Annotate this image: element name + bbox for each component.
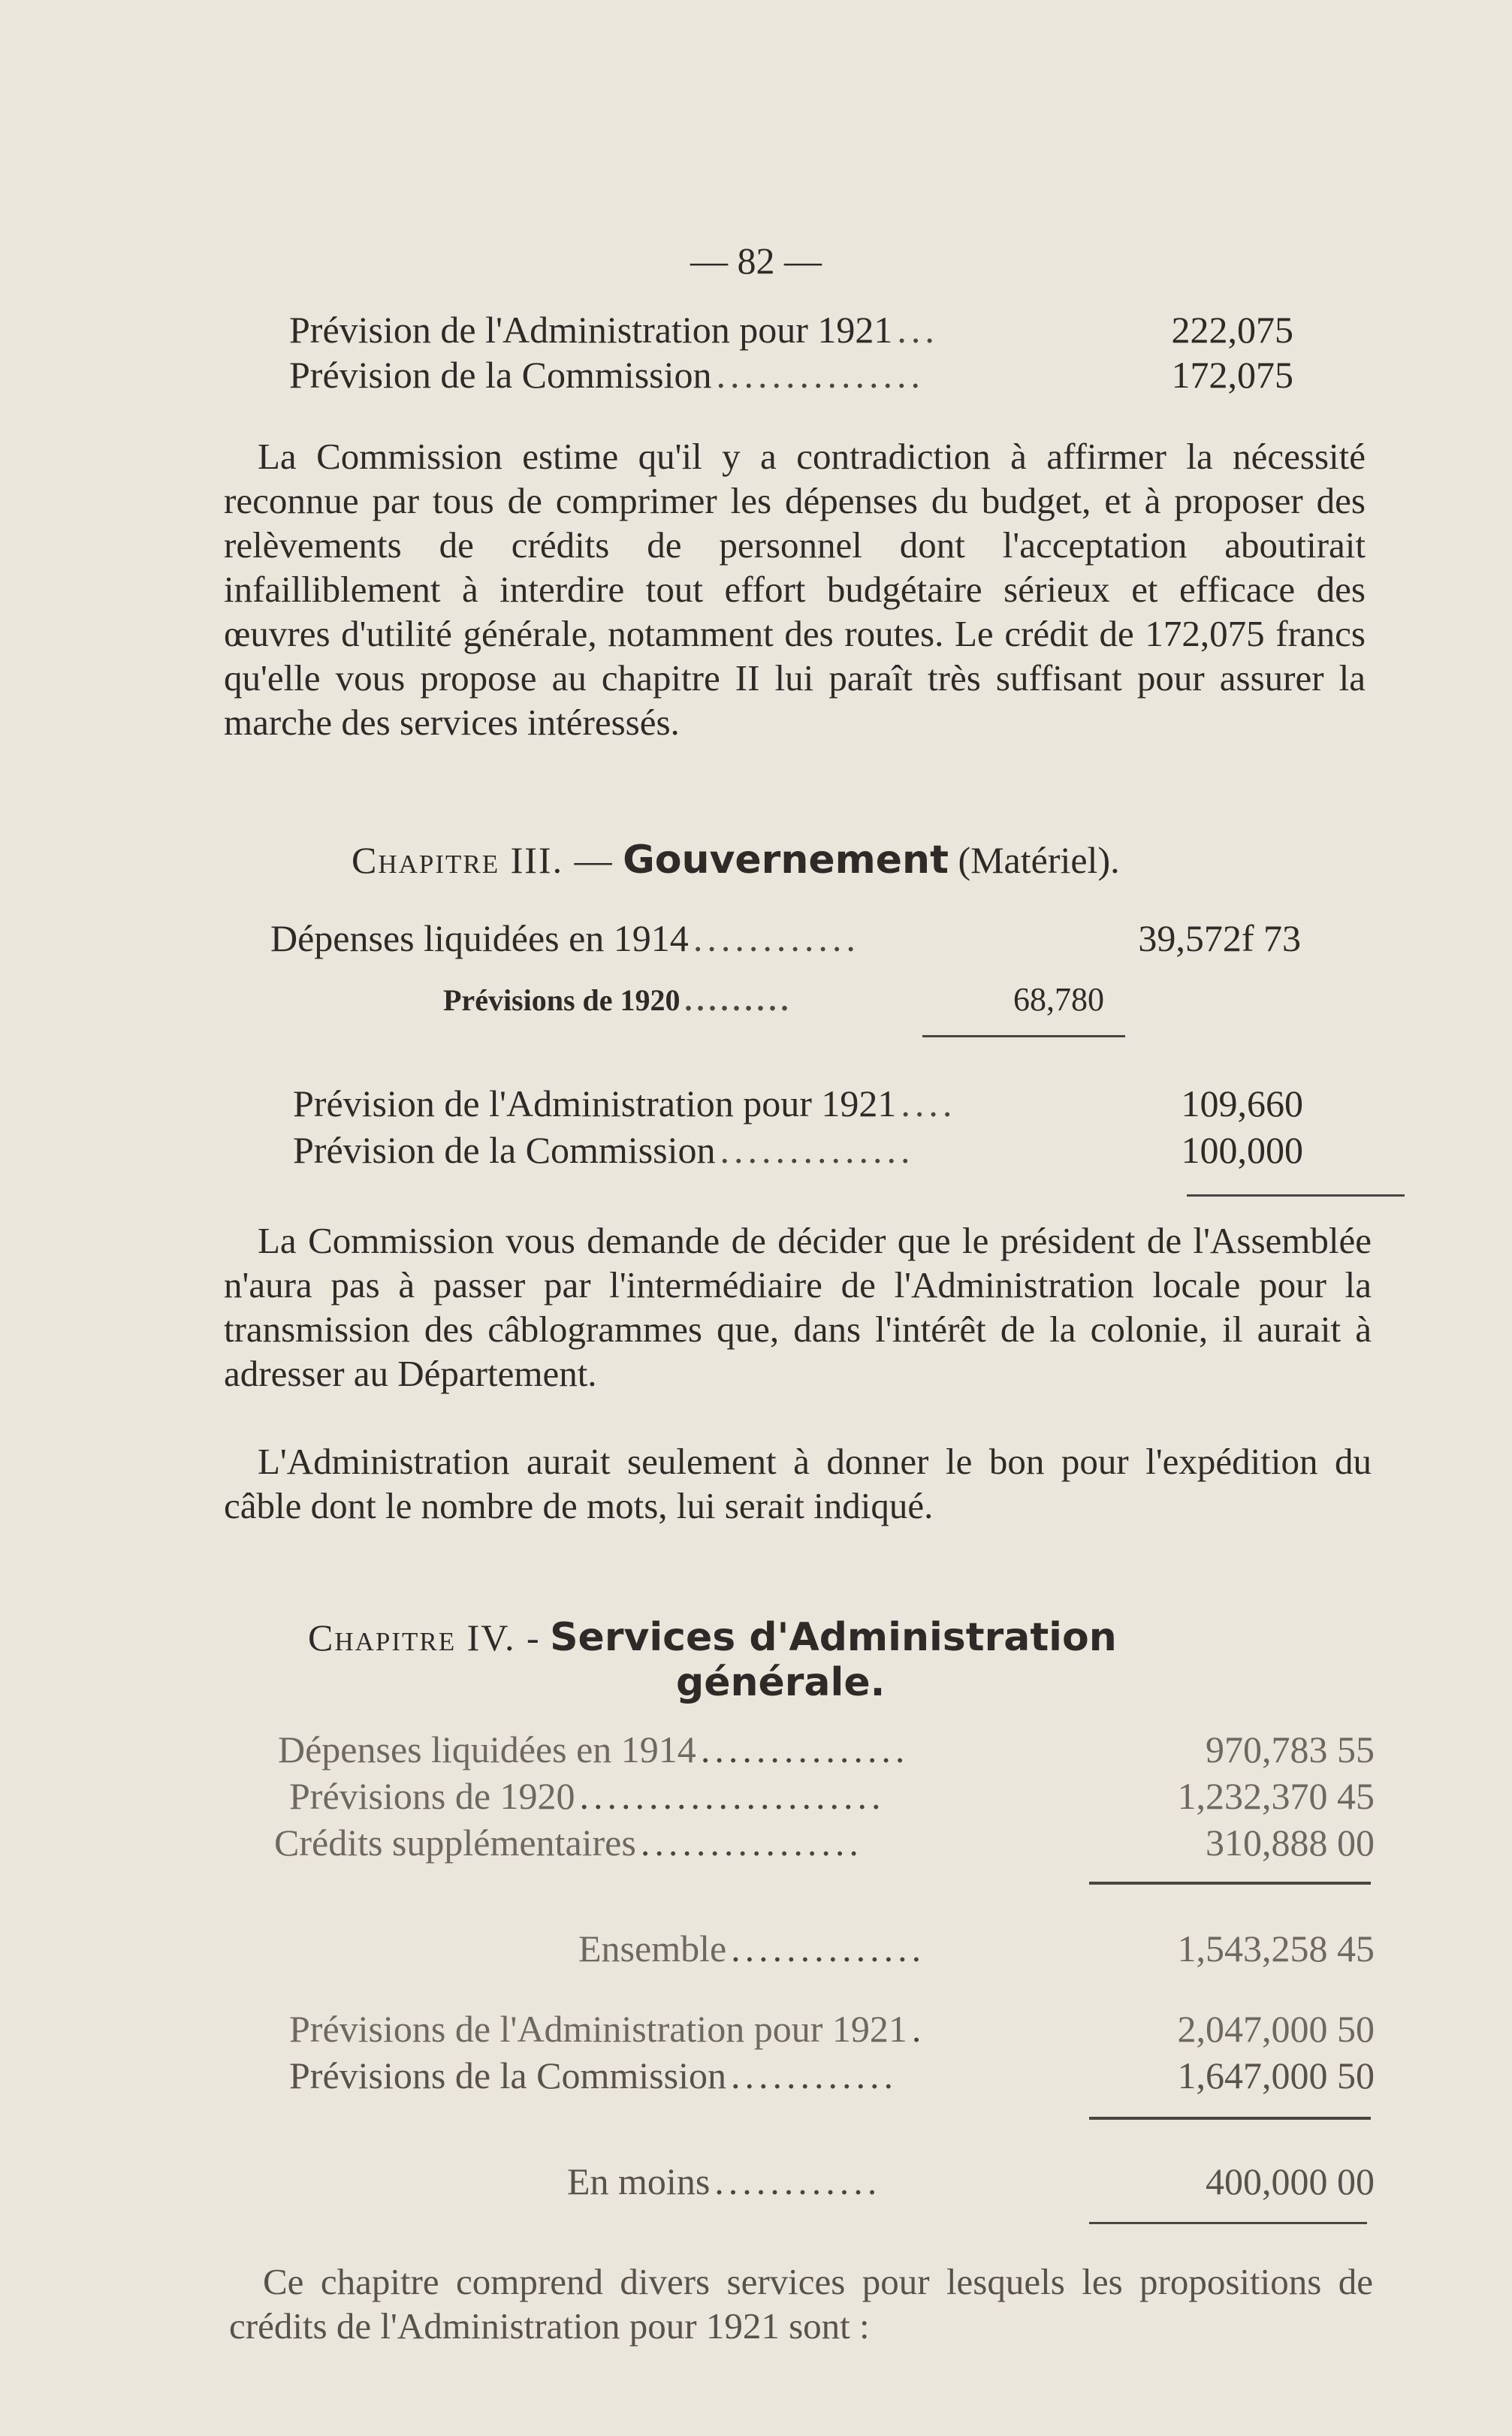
- row-label: Prévisions de 1920: [443, 983, 681, 1017]
- row-label: Prévision de la Commission: [289, 354, 712, 396]
- separator-rule: [1089, 2117, 1371, 2120]
- ch3-admin-forecast-row: [293, 1082, 1303, 1125]
- chapter-4-prefix: Chapitre IV. -: [308, 1616, 541, 1659]
- ch4-total-row: [578, 1927, 1375, 1970]
- row-leader: ..............: [720, 1129, 915, 1171]
- row-label: Ensemble: [578, 1927, 727, 1970]
- row-label: Prévisions de l'Administration pour 1921: [289, 2008, 907, 2050]
- ch3-expenses-1914-row: [270, 916, 1301, 960]
- paragraph-text: L'Administration aurait seulement à donner le bon pour l'expédition du câble dont le nombre de mots, lui serait indiqué.: [224, 1441, 1372, 1526]
- row-leader: ............: [714, 2160, 882, 2202]
- paragraph-text: Ce chapitre comprend divers services pour lesquels les propositions de crédits de l'Administration pour 1921 sont :: [229, 2261, 1373, 2347]
- row-label: Prévision de l'Administration pour 1921: [293, 1082, 897, 1124]
- chapter-3-heading: [352, 838, 1120, 883]
- row-label: Dépenses liquidées en 1914: [278, 1728, 696, 1770]
- row-value: 400,000 00: [1206, 2160, 1375, 2202]
- row-value: 1,647,000 50: [1177, 2054, 1375, 2096]
- row-label: En moins: [567, 2160, 711, 2202]
- row-value: 109,660: [1181, 1082, 1303, 1124]
- row-leader: ..............: [731, 1927, 926, 1970]
- row-label: Dépenses liquidées en 1914: [270, 917, 689, 959]
- ch4-difference-row: [567, 2160, 1375, 2203]
- chapter-3-title: Gouvernement: [623, 838, 949, 883]
- row-label: Crédits supplémentaires: [274, 1822, 636, 1864]
- row-leader: ......................: [579, 1775, 886, 1817]
- row-value: 1,232,370 45: [1177, 1775, 1375, 1817]
- prev-commission-forecast-row: [289, 353, 1293, 397]
- row-value: 2,047,000 50: [1177, 2008, 1375, 2050]
- separator-rule: [922, 1035, 1125, 1037]
- row-leader: ...............: [700, 1728, 910, 1770]
- chapter-3-suffix: (Matériel).: [958, 839, 1120, 881]
- row-value: 172,075: [1171, 354, 1293, 396]
- ch3-forecast-1920-row: [443, 980, 1104, 1019]
- row-value: 39,572f 73: [1138, 917, 1301, 959]
- chapter-4-title: Services d'Administration: [550, 1615, 1117, 1660]
- row-value: 100,000: [1181, 1129, 1303, 1171]
- row-label: Prévisions de 1920: [289, 1775, 575, 1817]
- row-leader: .: [911, 2008, 926, 2050]
- row-leader: ............: [693, 917, 860, 959]
- row-leader: .........: [684, 983, 793, 1017]
- row-leader: ................: [640, 1822, 863, 1864]
- row-label: Prévision de l'Administration pour 1921: [289, 309, 893, 351]
- row-label: Prévisions de la Commission: [289, 2054, 726, 2096]
- ch3-paragraph-2: [224, 1439, 1372, 1528]
- ch4-commission-forecast-row: [289, 2054, 1375, 2097]
- ch4-supplementary-credits-row: [274, 1821, 1375, 1864]
- row-value: 970,783 55: [1206, 1728, 1375, 1770]
- paragraph-text: La Commission estime qu'il y a contradiction à affirmer la nécessité reconnue par tous de comprimer les dépenses du budget, et à proposer des relèvements de crédits de personnel dont l'acceptation aboutirait infailliblement à interdire tout effort budgétaire sérieux et efficace des œuvres d'utilité générale, notamment des routes. Le crédit de 172,075 francs qu'elle vous propose au chapitre II lui paraît très suffisant pour assurer la marche des services intéressés.: [224, 436, 1366, 743]
- ch3-paragraph-1: [224, 1218, 1372, 1396]
- page-number: — 82 —: [690, 240, 822, 282]
- row-leader: ...............: [716, 354, 925, 396]
- row-value: 222,075: [1171, 309, 1293, 351]
- chapter-3-prefix: Chapitre III. —: [352, 839, 614, 881]
- ch4-forecast-1920-row: [289, 1774, 1375, 1818]
- row-leader: ....: [901, 1082, 957, 1124]
- separator-rule: [1089, 2222, 1367, 2224]
- separator-rule: [1187, 1194, 1405, 1197]
- separator-rule: [1089, 1882, 1371, 1885]
- row-leader: ...: [897, 309, 939, 351]
- ch3-commission-forecast-row: [293, 1128, 1303, 1172]
- paragraph-text: La Commission vous demande de décider que le président de l'Assemblée n'aura pas à passer par l'intermédiaire de l'Administration locale pour la transmission des câblogrammes que, dans l'intérêt de la colonie, il aurait à adresser au Département.: [224, 1220, 1372, 1394]
- ch4-paragraph: [229, 2259, 1373, 2348]
- row-label: Prévision de la Commission: [293, 1129, 716, 1171]
- prev-admin-forecast-row: [289, 308, 1293, 352]
- row-value: 310,888 00: [1206, 1822, 1375, 1864]
- ch4-admin-forecast-row: [289, 2007, 1375, 2051]
- chapter-4-heading: [308, 1615, 1117, 1660]
- prev-chapter-paragraph: [224, 434, 1366, 744]
- ch4-expenses-1914-row: [278, 1728, 1375, 1771]
- row-value: 68,780: [1013, 981, 1104, 1018]
- chapter-4-title-line2: générale.: [676, 1660, 886, 1705]
- row-value: 1,543,258 45: [1177, 1927, 1375, 1970]
- row-leader: ............: [730, 2054, 898, 2096]
